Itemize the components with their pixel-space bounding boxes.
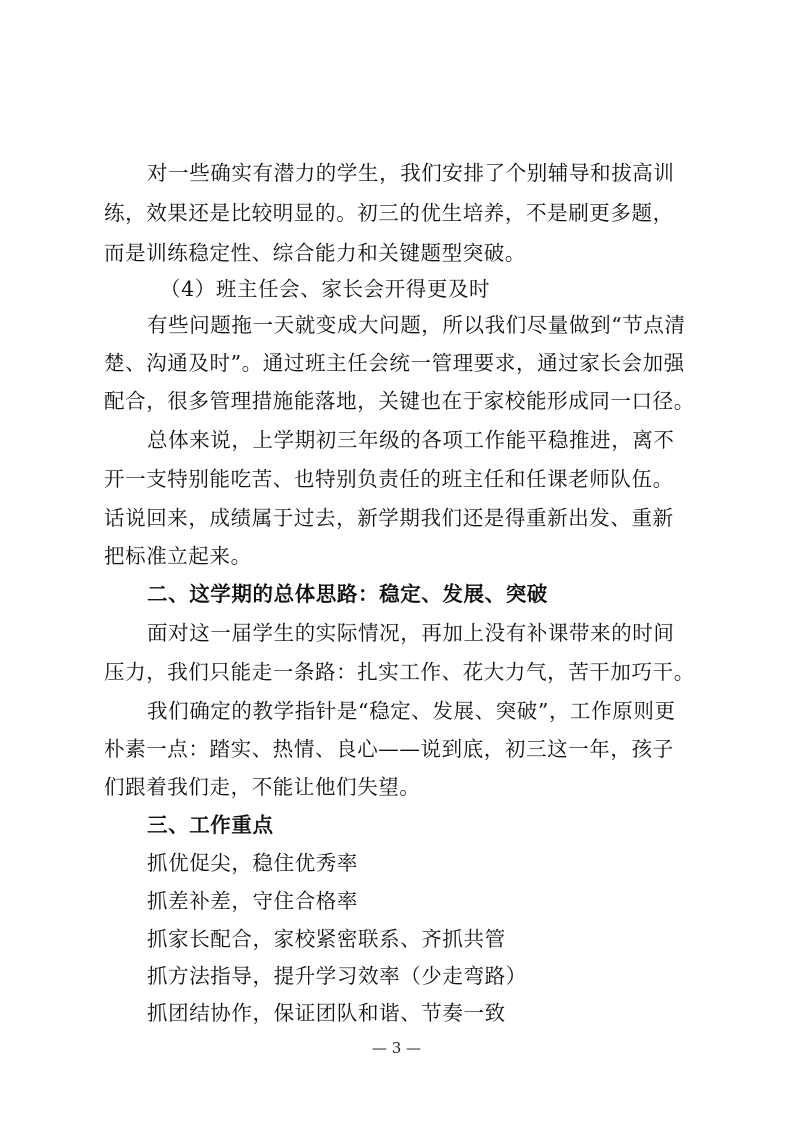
section-heading: 二、这学期的总体思路：稳定、发展、突破	[147, 582, 548, 606]
focus-item: 抓优促尖，稳住优秀率	[147, 851, 358, 875]
focus-item: 抓团结协作，保证团队和谐、节奏一致	[147, 1001, 506, 1025]
paragraph-line: 压力，我们只能走一条路：扎实工作、花大力气，苦干加巧干。	[104, 660, 695, 684]
focus-item: 抓差补差，守住合格率	[147, 889, 358, 913]
paragraph-line: 有些问题拖一天就变成大问题，所以我们尽量做到“节点清	[147, 313, 686, 337]
paragraph-line: 练，效果还是比较明显的。初三的优生培养，不是刷更多题，	[104, 201, 674, 225]
paragraph-line: 们跟着我们走，不能让他们失望。	[104, 775, 421, 799]
paragraph-line: 开一支特别能吃苦、也特别负责任的班主任和任课老师队伍。	[104, 467, 674, 491]
paragraph-line: 对一些确实有潜力的学生，我们安排了个别辅导和拔高训	[147, 161, 675, 185]
paragraph-line: 总体来说，上学期初三年级的各项工作能平稳推进，离不	[147, 428, 675, 452]
focus-item: 抓方法指导，提升学习效率（少走弯路）	[147, 964, 527, 988]
paragraph-line: 配合，很多管理措施能落地，关键也在于家校能形成同一口径。	[104, 389, 695, 413]
paragraph-line: 面对这一届学生的实际情况，再加上没有补课带来的时间	[147, 621, 675, 645]
paragraph-line: 话说回来，成绩属于过去，新学期我们还是得重新出发、重新	[104, 506, 674, 530]
paragraph-line: 朴素一点：踏实、热情、良心——说到底，初三这一年，孩子	[104, 737, 674, 761]
paragraph-line: 把标准立起来。	[104, 544, 252, 568]
paragraph-line: 楚、沟通及时”。通过班主任会统一管理要求，通过家长会加强	[104, 351, 685, 375]
focus-item: 抓家长配合，家校紧密联系、齐抓共管	[147, 927, 506, 951]
page-number: — 3 —	[371, 1039, 422, 1057]
subsection-heading: （4）班主任会、家长会开得更及时	[160, 277, 491, 301]
section-heading: 三、工作重点	[147, 813, 274, 837]
paragraph-line: 而是训练稳定性、综合能力和关键题型突破。	[104, 241, 526, 265]
paragraph-line: 我们确定的教学指针是“稳定、发展、突破”，工作原则更	[147, 699, 676, 723]
